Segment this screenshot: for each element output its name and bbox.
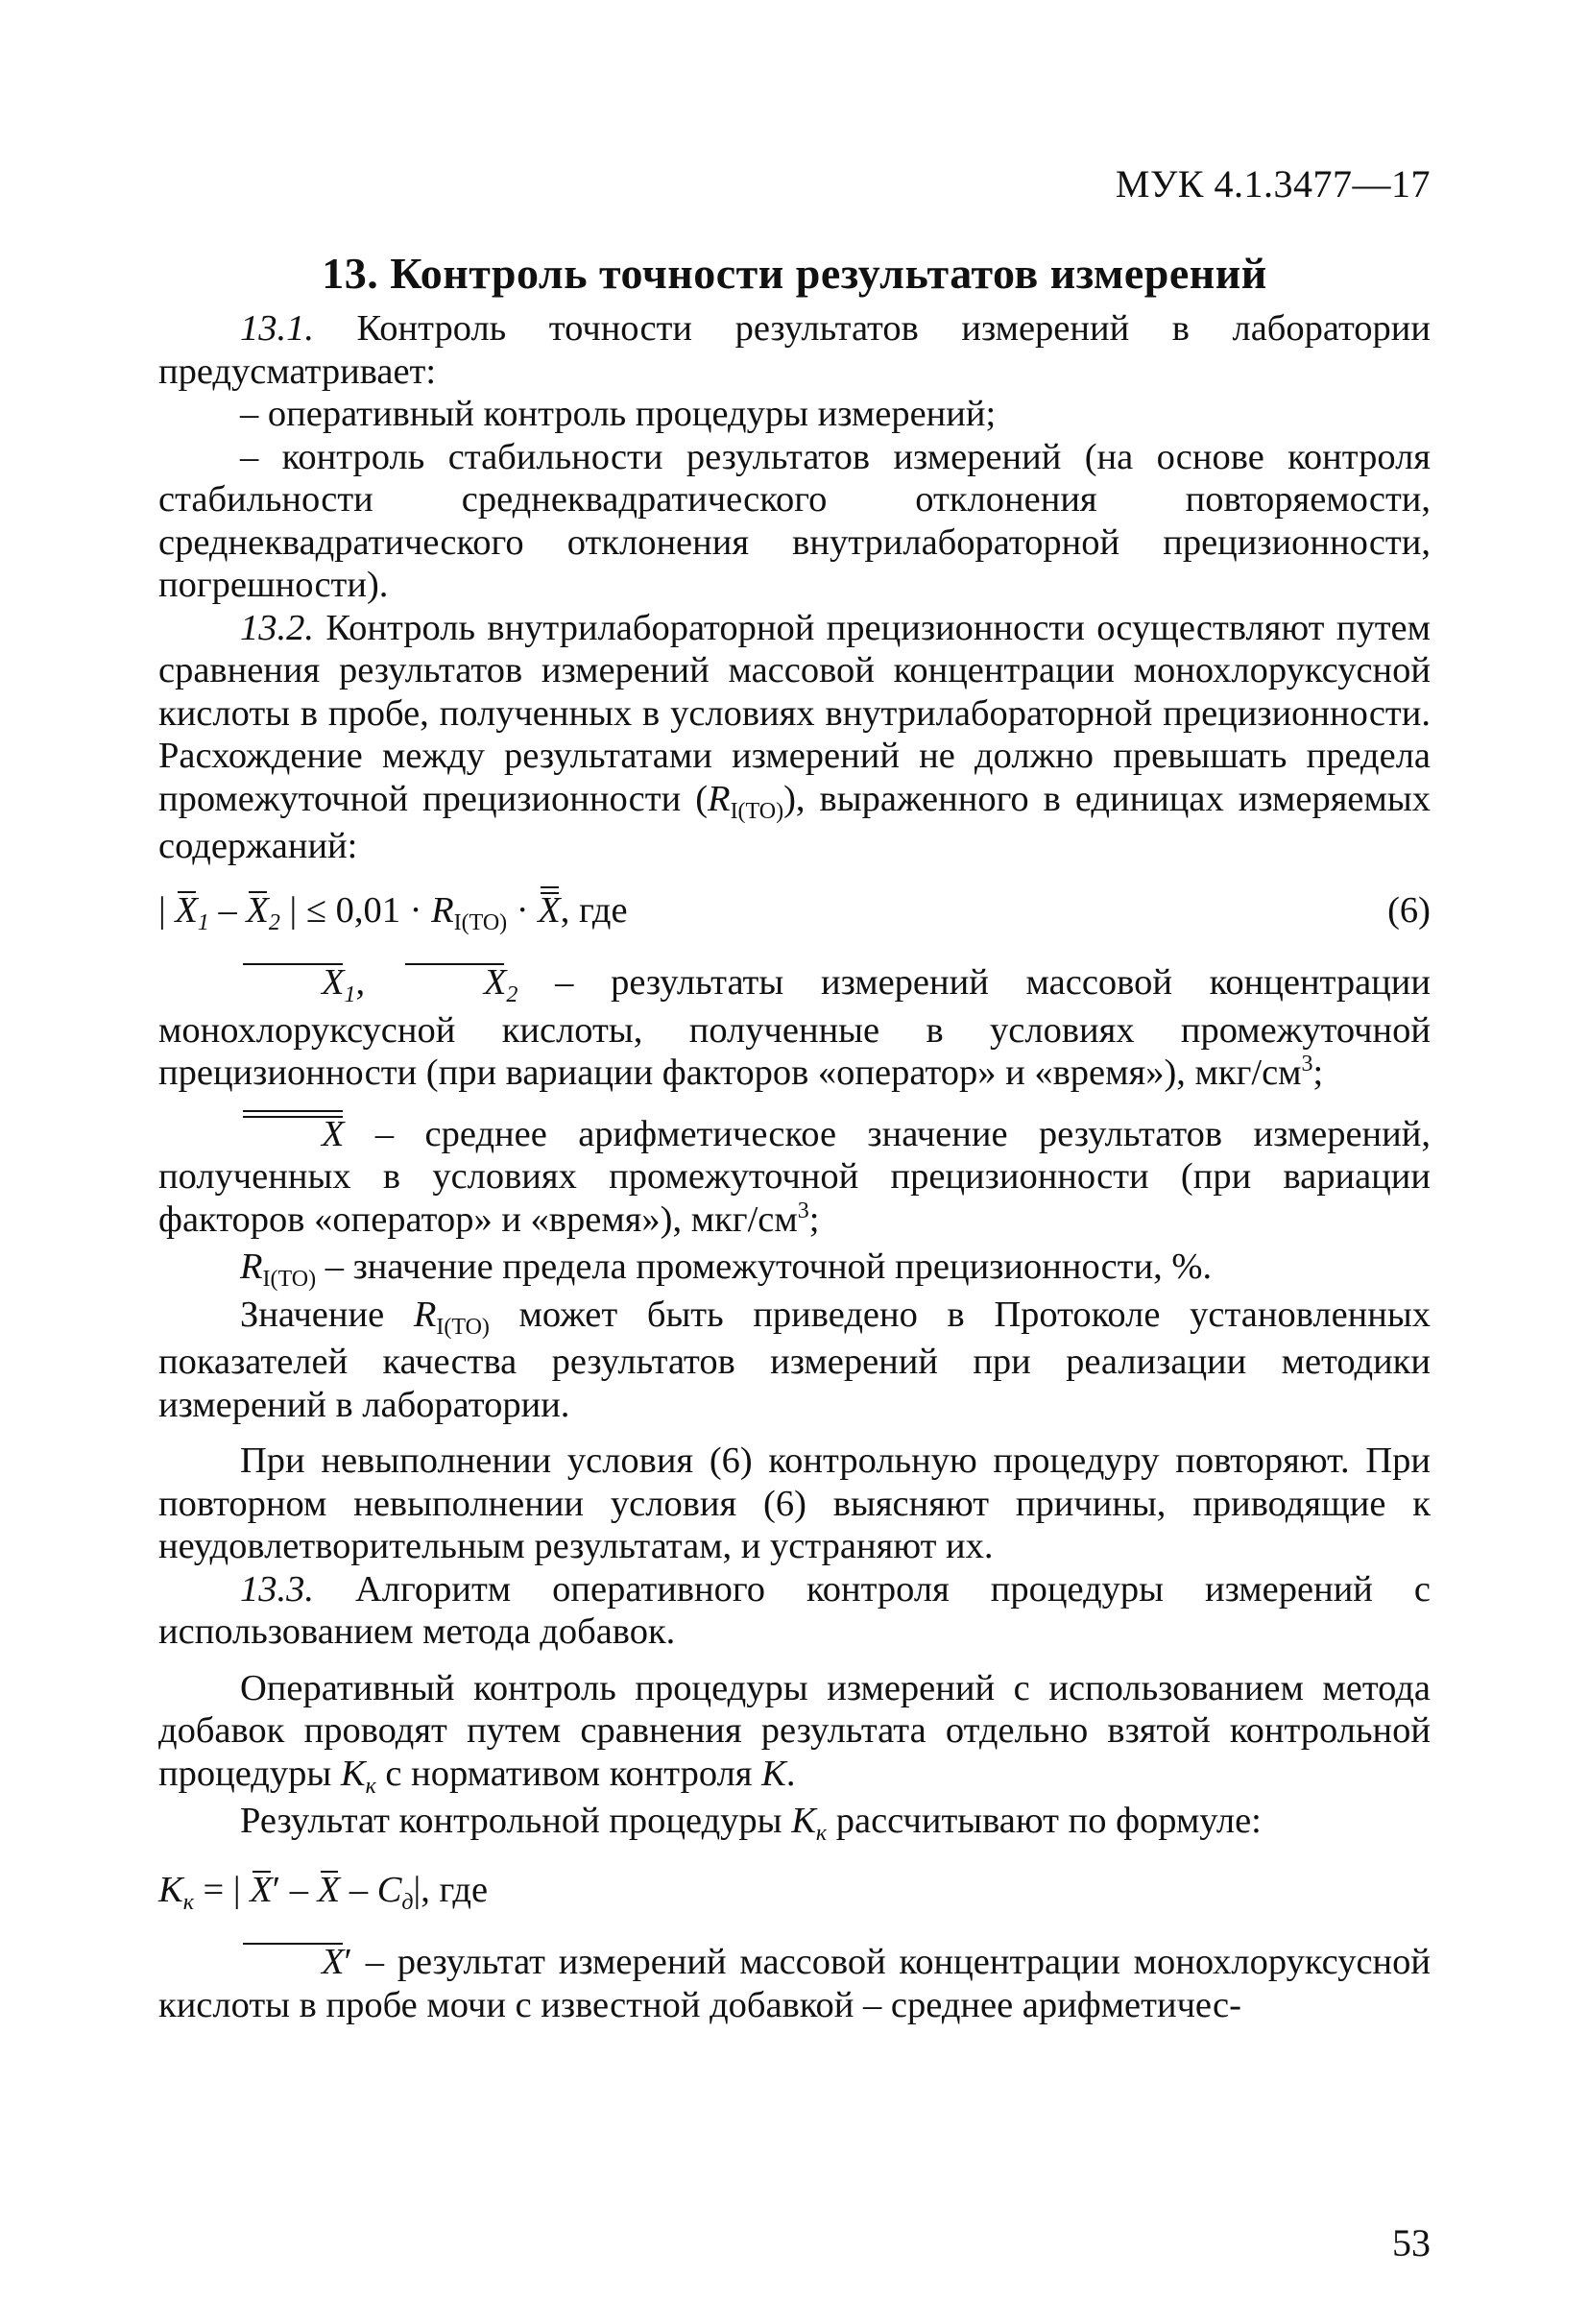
paragraph-13-1: 13.1. Контроль точности результатов измерений в лаборатории предусматривает: xyxy=(158,308,1431,392)
section-title: 13. Контроль точности результатов измерений xyxy=(322,249,1267,298)
definition-r: $R_{I(TO)}$ – значение предела промежуточной прецизионности, %. xyxy=(240,1247,1213,1292)
paragraph-13-2: 13.2. Контроль внутрилабораторной прецизионности осуществляют путем сравнения результатов измерений массовой концентрации монохлоруксусной кислоты в пробе, полученных в условиях внутрилабораторной прецизионности. Расхождение между результатами измерений не должно превышать предела промежуточной прецизионности $(R_{I(TO)})$, выраженного в единицах измеряемых содержаний: xyxy=(158,607,1431,866)
definition-x1-x2: $X_1$, $X_2$ – результаты измерений массовой концентрации монохлоруксусной кислоты, полученные в условиях промежуточной прецизионности (при вариации факторов «оператор» и «время»), мкг/$см^3$; xyxy=(158,962,1431,1093)
note-r-value: Значение $R_{I(TO)}$ может быть приведено в Протоколе установленных показателей качества результатов измерений при реализации методики измерений в лаборатории. xyxy=(158,1294,1431,1425)
paragraph-13-3: 13.3. Алгоритм оперативного контроля процедуры измерений с использованием метода добавок. xyxy=(158,1568,1431,1652)
section-number-13-2: 13.2. xyxy=(240,607,314,648)
paragraph-condition-fail: При невыполнении условия (6) контрольную процедуру повторяют. При повторном невыполнении условия (6) выясняют причины, приводящие к неудовлетворительным результатам, и устраняют их. xyxy=(158,1440,1431,1566)
document-page xyxy=(158,0,1431,2324)
definition-x-double-bar: X – среднее арифметическое значение результатов измерений, полученных в условиях промежуточной прецизионности (при вариации факторов «оператор» и «время»), мкг/$см^3$; xyxy=(158,1113,1431,1240)
page-number: 53 xyxy=(1392,2221,1431,2264)
section-number-13-3: 13.3. xyxy=(240,1568,314,1610)
document-body xyxy=(158,307,1431,2026)
list-item-stability-control: – контроль стабильности результатов измерений (на основе контроля стабильности среднеквадратического отклонения повторяемости, среднеквадратического отклонения внутрилабораторной прецизионности, погрешности). xyxy=(158,436,1431,605)
section-number-13-1: 13.1. xyxy=(240,308,314,349)
paragraph-calculation: Результат контрольной процедуры $K_к$ рассчитывают по формуле: xyxy=(240,1801,1262,1846)
formula-number: (6) xyxy=(1387,889,1431,931)
formula-kk: $K_к$ = | X′ – X – $C_д|$, где xyxy=(158,1869,489,1915)
list-item-operational-control: – оперативный контроль процедуры измерений; xyxy=(240,394,997,434)
paragraph-operational-control: Оперативный контроль процедуры измерений с использованием метода добавок проводят путем сравнения результата отдельно взятой контрольной процедуры $K_к$ с нормативом контроля K. xyxy=(158,1667,1431,1799)
definition-x-prime: X′ – результат измерений массовой концентрации монохлоруксусной кислоты в пробе мочи с известной добавкой – среднее арифметичес- xyxy=(158,1942,1431,2025)
formula-6: | $X_1 - X_2$ | ≤ $0,01 \cdot R_{I(TO)} \cdot X$, где (6) xyxy=(158,889,1431,935)
document-code-header: МУК 4.1.3477—17 xyxy=(1115,162,1431,206)
